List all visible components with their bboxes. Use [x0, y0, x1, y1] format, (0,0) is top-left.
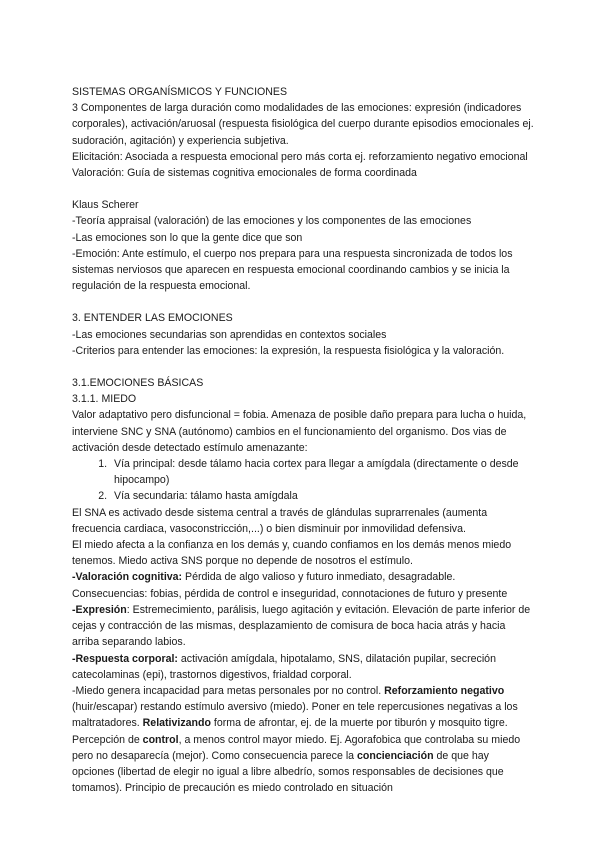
paragraph — [72, 683, 534, 796]
paragraph: Valoración: Guía de sistemas cognitiva emocionales de forma coordinada — [72, 167, 417, 180]
paragraph: -Criterios para entender las emociones: la expresión, la respuesta fisiológica y la valoración. — [72, 344, 505, 357]
bold-term: Reforzamiento negativo — [384, 684, 505, 697]
text: , a menos control mayor miedo. Ej. Agorafobica que controlaba su miedo pero no desaparecía (mejor). Como consecuencia parece la — [72, 733, 521, 762]
paragraph: El miedo afecta a la confianza en los demás y, cuando confiamos en los demás menos miedo tenemos. Miedo activa SNS porque no depende de nosotros el estímulo. — [72, 539, 512, 568]
section-title: 3. ENTENDER LAS EMOCIONES — [72, 312, 233, 325]
text: Pérdida de algo valioso y futuro inmediato, desagradable. — [182, 571, 456, 584]
paragraph: Valor adaptativo pero disfuncional = fobia. Amenaza de posible daño prepara para lucha o huida, interviene SNC y SNA (autónomo) cambios en el funcionamiento del organismo. Dos vias de activación desde detectado estímulo amenazante: — [72, 409, 527, 454]
activation-routes-list — [72, 456, 534, 505]
paragraph: -Emoción: Ante estímulo, el cuerpo nos prepara para una respuesta sincronizada de todos los sistemas nerviosos que aparecen en respuesta emocional coordinando cambios y se inicia la regulación de la respuesta emocional. — [72, 247, 513, 293]
document-page — [72, 84, 534, 796]
text: activación amígdala, hipotalamo, SNS, dilatación pupilar, secreción catecolaminas (epi), trastornos digestivos, frialdad corporal. — [72, 652, 496, 681]
paragraph — [72, 569, 534, 585]
bold-term: control — [142, 733, 179, 746]
paragraph: 3 Componentes de larga duración como modalidades de las emociones: expresión (indicadores corporales), activación/aruosal (respuesta fisiológica del cuerpo durante episodios emocionales ej. sudoración, agitación) y experiencia subjetiva. — [72, 102, 534, 147]
bold-term: concienciación — [357, 749, 434, 762]
bold-label: -Valoración cognitiva: — [72, 571, 183, 584]
paragraph — [72, 651, 534, 683]
paragraph: El SNA es activado desde sistema central a través de glándulas suprarrenales (aumenta frecuencia cardiaca, vasoconstricción,...) o bien disminuir por inmovilidad defensiva. — [72, 506, 488, 535]
paragraph: -Las emociones secundarias son aprendidas en contextos sociales — [72, 328, 387, 341]
text: (huir/escapar) restando estímulo aversivo (miedo). Poner en tele repercusiones negativas a los maltratadores. — [72, 701, 518, 730]
section-title: SISTEMAS ORGANÍSMICOS Y FUNCIONES — [72, 86, 288, 98]
text: : Estremecimiento, parálisis, luego agitación y evitación. Elevación de parte inferior de cejas y contracción de las mismas, desplazamiento de comisura de boca hacia atrás y hacia arriba separando labios. — [72, 603, 531, 649]
author-name: Klaus Scherer — [72, 199, 139, 212]
text: de que hay opciones (libertad de elegir no igual a libre albedrío, somos responsables de decisiones que tomamos). Principio de precaución es miedo controlado en situación — [72, 749, 504, 795]
section-title: 3.1.EMOCIONES BÁSICAS — [72, 377, 204, 390]
paragraph — [72, 602, 534, 651]
paragraph: -Teoría appraisal (valoración) de las emociones y los componentes de las emociones — [72, 215, 472, 228]
paragraph: Elicitación: Asociada a respuesta emocional pero más corta ej. reforzamiento negativo emocional — [72, 150, 528, 163]
text: forma de afrontar, ej. de la muerte por tiburón y mosquito tigre. Percepción de — [72, 717, 508, 746]
paragraph: -Las emociones son lo que la gente dice que son — [72, 231, 303, 244]
bold-term: Relativizando — [142, 717, 211, 730]
list-item: 2. Vía secundaria: tálamo hasta amígdala — [110, 488, 534, 504]
bold-label: -Respuesta corporal: — [72, 652, 178, 665]
text: -Miedo genera incapacidad para metas personales por no control. — [72, 684, 385, 697]
list-item: 1. Vía principal: desde tálamo hacia cortex para llegar a amígdala (directamente o desde hipocampo) — [110, 456, 534, 488]
subsection-title: 3.1.1. MIEDO — [72, 393, 137, 406]
bold-label: -Expresión — [72, 603, 127, 616]
paragraph: Consecuencias: fobias, pérdida de control e inseguridad, connotaciones de futuro y presente — [72, 587, 508, 600]
